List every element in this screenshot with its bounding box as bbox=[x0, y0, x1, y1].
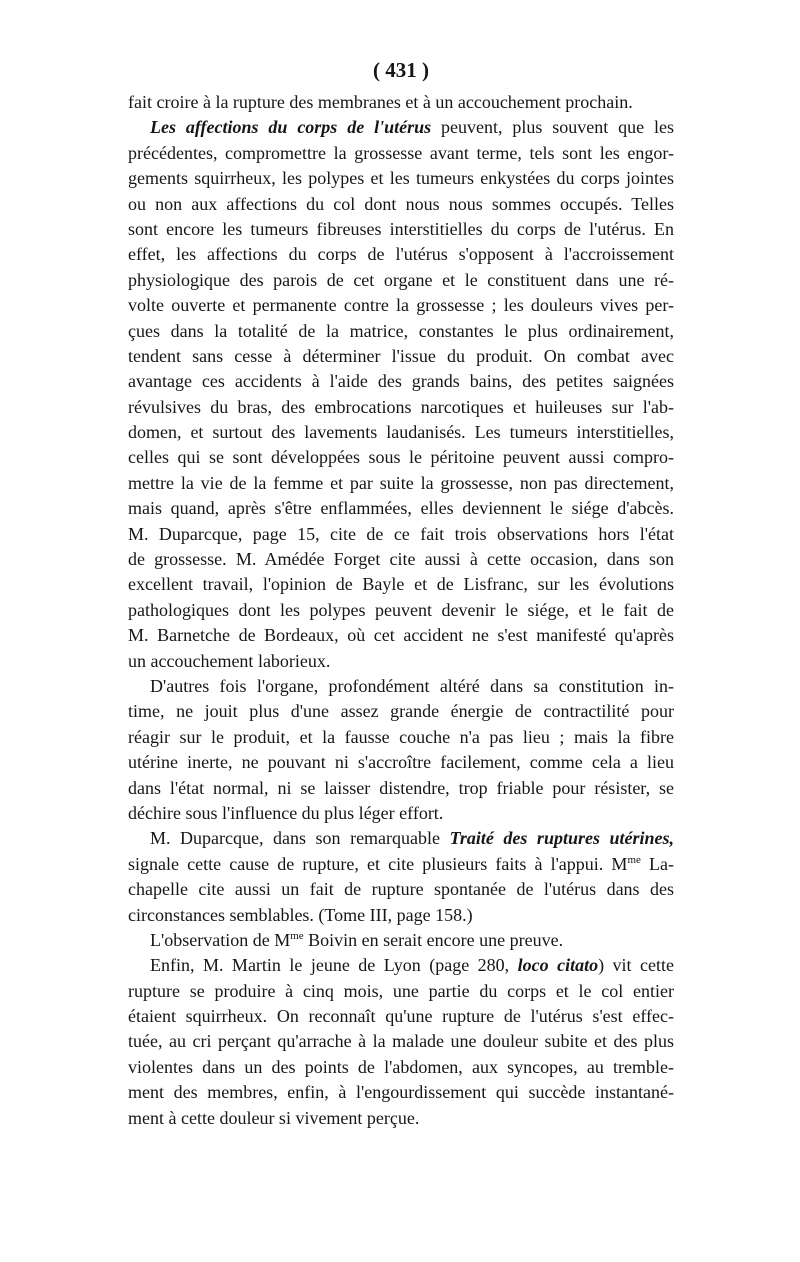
text-line bbox=[128, 776, 674, 801]
text-line bbox=[128, 369, 674, 394]
text-segment: Enfin, M. Martin le jeune de Lyon (page 280, bbox=[150, 955, 518, 976]
text-line bbox=[128, 344, 674, 369]
text-line bbox=[128, 217, 674, 242]
text-line bbox=[128, 445, 674, 470]
text-segment: L'observation de M bbox=[150, 929, 291, 950]
text-segment: physiologique des parois de cet organe et le constituent dans une ré- bbox=[128, 269, 674, 290]
text-line bbox=[128, 522, 674, 547]
text-line bbox=[128, 141, 674, 166]
text-line bbox=[128, 572, 674, 597]
text-line bbox=[128, 242, 674, 267]
text-line bbox=[128, 115, 674, 140]
text-segment: gements squirrheux, les polypes et les tumeurs enkystées du corps jointes bbox=[128, 168, 674, 189]
text-segment: utérine inerte, ne pouvant ni s'accroître facilement, comme cela a lieu bbox=[128, 752, 674, 773]
text-segment: Boivin en serait encore une preuve. bbox=[303, 929, 564, 950]
text-segment: ) vit cette bbox=[598, 955, 674, 976]
text-segment: tuée, au cri perçant qu'arrache à la malade une douleur subite et des plus bbox=[128, 1031, 674, 1052]
body-text bbox=[128, 90, 674, 1131]
text-segment: ment à cette douleur si vivement perçue. bbox=[128, 1107, 420, 1128]
text-segment: signale cette cause de rupture, et cite plusieurs faits à l'appui. M bbox=[128, 853, 628, 874]
text-segment: ment des membres, enfin, à l'engourdissement qui succède instantané- bbox=[128, 1082, 674, 1103]
superscript-text: me bbox=[627, 853, 641, 866]
text-segment: mais quand, après s'être enflammées, elles deviennent le siége d'abcès. bbox=[128, 498, 674, 519]
text-segment: ou non aux affections du col dont nous nous sommes occupés. Telles bbox=[128, 193, 674, 214]
text-segment: réagir sur le produit, et la fausse couche n'a pas lieu ; mais la fibre bbox=[128, 726, 674, 747]
text-segment: excellent travail, l'opinion de Bayle et de Lisfranc, sur les évolutions bbox=[128, 574, 674, 595]
text-segment: un accouchement laborieux. bbox=[128, 650, 331, 671]
text-line bbox=[128, 1055, 674, 1080]
text-segment: time, ne jouit plus d'une assez grande énergie de contractilité pour bbox=[128, 701, 674, 722]
text-line bbox=[128, 725, 674, 750]
text-segment: peuvent, plus souvent que les bbox=[431, 117, 674, 138]
text-line bbox=[128, 90, 674, 115]
text-segment: D'autres fois l'organe, profondément altéré dans sa constitution in- bbox=[150, 675, 674, 696]
book-page bbox=[128, 56, 674, 1131]
text-line bbox=[128, 979, 674, 1004]
text-line bbox=[128, 903, 674, 928]
text-segment: de grossesse. M. Amédée Forget cite aussi à cette occasion, dans son bbox=[128, 549, 674, 570]
text-segment: La- bbox=[640, 853, 674, 874]
text-line bbox=[128, 293, 674, 318]
text-line bbox=[128, 699, 674, 724]
text-segment: domen, et surtout des lavements laudanisés. Les tumeurs interstitielles, bbox=[128, 422, 674, 443]
text-line bbox=[128, 496, 674, 521]
text-line bbox=[128, 1004, 674, 1029]
text-segment: violentes dans un des points de l'abdomen, aux syncopes, au tremble- bbox=[128, 1056, 674, 1077]
text-segment: étaient squirrheux. On reconnaît qu'une rupture de l'utérus s'est effec- bbox=[128, 1006, 674, 1027]
text-segment: M. Barnetche de Bordeaux, où cet accident ne s'est manifesté qu'après bbox=[128, 625, 674, 646]
text-line bbox=[128, 192, 674, 217]
text-segment: mettre la vie de la femme et par suite la grossesse, non pas directement, bbox=[128, 472, 674, 493]
text-line bbox=[128, 395, 674, 420]
text-segment: celles qui se sont développées sous le péritoine peuvent aussi compro- bbox=[128, 447, 674, 468]
text-segment: M. Duparcque, page 15, cite de ce fait trois observations hors l'état bbox=[128, 523, 674, 544]
text-line bbox=[128, 1106, 674, 1131]
text-segment: dans l'état normal, ni se laisser distendre, trop friable pour résister, se bbox=[128, 777, 674, 798]
text-line bbox=[128, 750, 674, 775]
text-line bbox=[128, 649, 674, 674]
text-line bbox=[128, 877, 674, 902]
text-segment: fait croire à la rupture des membranes et à un accouchement prochain. bbox=[128, 92, 633, 112]
text-segment: volte ouverte et permanente contre la grossesse ; les douleurs vives per- bbox=[128, 295, 674, 316]
text-line bbox=[128, 953, 674, 978]
text-line bbox=[128, 674, 674, 699]
text-line bbox=[128, 623, 674, 648]
italic-text: loco citato bbox=[517, 955, 599, 976]
text-segment: rupture se produire à cinq mois, une partie du corps et le col entier bbox=[128, 980, 674, 1001]
text-segment: chapelle cite aussi un fait de rupture spontanée de l'utérus dans des bbox=[128, 879, 674, 900]
text-line bbox=[128, 852, 674, 877]
text-line bbox=[128, 801, 674, 826]
text-segment: pathologiques dont les polypes peuvent devenir le siége, et le fait de bbox=[128, 599, 674, 620]
text-line bbox=[128, 547, 674, 572]
text-segment: avantage ces accidents à l'aide des grands bains, des petites saignées bbox=[128, 371, 674, 392]
text-segment: M. Duparcque, dans son remarquable bbox=[150, 828, 450, 849]
text-line bbox=[128, 166, 674, 191]
text-line bbox=[128, 420, 674, 445]
text-line bbox=[128, 598, 674, 623]
text-line bbox=[128, 319, 674, 344]
text-segment: tendent sans cesse à déterminer l'issue du produit. On combat avec bbox=[128, 345, 674, 366]
italic-text: Les affections du corps de l'utérus bbox=[150, 117, 432, 138]
page-number: ( 431 ) bbox=[373, 58, 429, 82]
text-line bbox=[128, 1080, 674, 1105]
text-segment: précédentes, compromettre la grossesse avant terme, tels sont les engor- bbox=[128, 142, 674, 163]
text-line bbox=[128, 471, 674, 496]
italic-text: Traité des ruptures utérines, bbox=[449, 828, 674, 849]
superscript-text: me bbox=[290, 929, 304, 942]
text-segment: déchire sous l'influence du plus léger effort. bbox=[128, 802, 444, 823]
text-segment: çues dans la totalité de la matrice, constantes le plus ordinairement, bbox=[128, 320, 674, 341]
text-segment: révulsives du bras, des embrocations narcotiques et huileuses sur l'ab- bbox=[128, 396, 674, 417]
text-line bbox=[128, 1029, 674, 1054]
text-line bbox=[128, 268, 674, 293]
text-line bbox=[128, 928, 674, 953]
text-segment: effet, les affections du corps de l'utérus s'opposent à l'accroissement bbox=[128, 244, 674, 265]
text-line bbox=[128, 826, 674, 851]
text-segment: sont encore les tumeurs fibreuses interstitielles du corps de l'utérus. En bbox=[128, 218, 674, 239]
text-segment: circonstances semblables. (Tome III, page 158.) bbox=[128, 904, 473, 925]
